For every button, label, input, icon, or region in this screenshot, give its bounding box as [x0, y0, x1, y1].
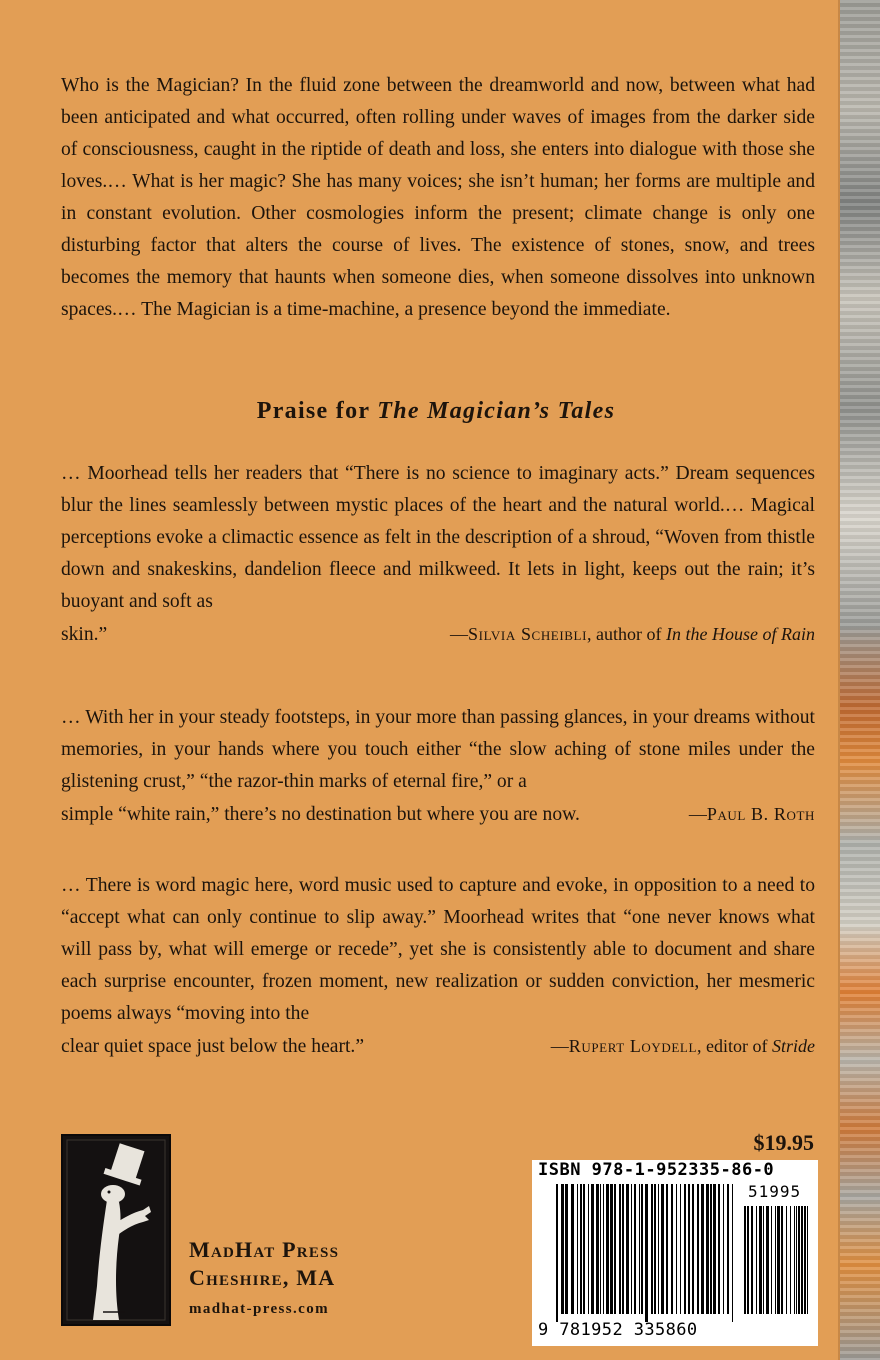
spine-artwork-strip	[840, 0, 880, 1360]
barcode-bar	[751, 1206, 753, 1314]
quote-last-line	[61, 618, 815, 651]
publisher-url: madhat-press.com	[189, 1301, 330, 1317]
barcode-bar	[583, 1184, 585, 1314]
barcode-bar	[786, 1206, 787, 1314]
review-quote-scheibli	[61, 458, 815, 651]
publisher-name: MadHat Press	[189, 1237, 340, 1262]
barcode-bar	[626, 1184, 629, 1314]
ean-digits: 9 781952 335860	[538, 1320, 698, 1340]
barcode-bar	[588, 1184, 589, 1314]
barcode-bar	[591, 1184, 594, 1314]
barcode-bar	[634, 1184, 636, 1314]
barcode-bar	[781, 1206, 783, 1314]
barcode-bar	[713, 1184, 716, 1314]
book-description: Who is the Magician? In the fluid zone between the dreamworld and now, between what had been anticipated and what occurred, often rolling under waves of images from the darker side of consciousness, caught in the riptide of death and loss, she enters into dialogue with those she loves.… What is her magic? She has many voices; she isn’t human; her forms are multiple and in constant evolution. Other cosmologies inform the present; climate change is only one disturbing factor that alters the course of lives. The existence of stones, snow, and trees becomes the memory that haunts when someone dies, when someone dissolves into unknown spaces.… The Magician is a time-machine, a presence beyond the immediate.	[61, 75, 815, 320]
barcode-bar	[571, 1184, 574, 1314]
attribution-name: Paul B. Roth	[706, 804, 815, 824]
barcode-bar	[666, 1184, 668, 1314]
barcode-bar	[603, 1184, 604, 1314]
barcode-bar	[777, 1206, 780, 1314]
barcode-bar	[688, 1184, 690, 1314]
barcode-bar	[744, 1206, 746, 1314]
attribution-name: Rupert Loydell	[568, 1036, 698, 1056]
barcode-bar	[747, 1206, 749, 1314]
isbn-label: ISBN 978-1-952335-86-0	[538, 1160, 775, 1180]
barcode-bar	[577, 1184, 578, 1314]
barcode-bar	[556, 1184, 558, 1322]
barcode-bar	[619, 1184, 621, 1314]
attribution-work: Stride	[772, 1036, 815, 1056]
barcode-bar	[610, 1184, 613, 1314]
barcode-bar	[794, 1206, 795, 1314]
barcode-bar	[561, 1184, 564, 1314]
quote-last-line	[61, 798, 815, 831]
barcode-bar	[651, 1184, 653, 1314]
attribution-dash: —	[550, 1036, 569, 1056]
attribution-role: , author of	[587, 624, 667, 644]
barcode-bar	[614, 1184, 616, 1314]
barcode-bar	[771, 1206, 772, 1314]
barcode-bar	[710, 1184, 712, 1314]
barcode-bar	[631, 1184, 632, 1314]
barcode-bar	[718, 1184, 720, 1314]
attribution-name: Silvia Scheibli	[468, 624, 588, 644]
barcode-bar	[661, 1184, 664, 1314]
attribution-role: , editor of	[697, 1036, 772, 1056]
barcode-bar	[684, 1184, 686, 1314]
barcode-bar	[654, 1184, 656, 1314]
price-label: $19.95	[753, 1130, 814, 1155]
ean-barcode-bars	[556, 1184, 734, 1322]
barcode-bar	[807, 1206, 808, 1314]
barcode-bar	[622, 1184, 624, 1314]
praise-heading	[0, 398, 872, 425]
barcode-bar	[658, 1184, 659, 1314]
praise-heading-prefix: Praise for	[256, 398, 370, 424]
attribution-dash: —	[688, 804, 707, 824]
barcode-bar	[692, 1184, 694, 1314]
barcode-bar	[676, 1184, 677, 1314]
barcode-bar	[796, 1206, 797, 1314]
barcode-bar	[759, 1206, 762, 1314]
barcode-bar	[763, 1206, 764, 1314]
barcode-bar	[766, 1206, 769, 1314]
barcode-bar	[671, 1184, 673, 1314]
quote-attribution	[689, 798, 815, 830]
review-quote-roth	[61, 702, 815, 831]
barcode-bar	[701, 1184, 704, 1314]
barcode-addon-number: 51995	[748, 1182, 802, 1201]
quote-last-line-text: skin.”	[61, 624, 108, 645]
barcode-bar	[565, 1184, 568, 1314]
barcode-bar	[641, 1184, 643, 1314]
publisher-info	[189, 1236, 339, 1322]
quote-attribution	[450, 618, 815, 650]
addon-barcode-bars	[744, 1206, 810, 1322]
barcode-bar	[706, 1184, 709, 1314]
attribution-work: In the House of Rain	[666, 624, 815, 644]
attribution-dash: —	[450, 624, 469, 644]
barcode-bar	[596, 1184, 599, 1314]
spine-edge-line	[838, 0, 840, 1360]
barcode-bar	[804, 1206, 806, 1314]
praise-heading-title: The Magician’s Tales	[377, 398, 616, 424]
quote-text: … There is word magic here, word music used to capture and evoke, in opposition to a need to “accept what can only continue to slip away.” Moorhead writes that “one never knows what will pass by, what will emerge or recede”, yet she is consistently able to document and share each surprise encounter, frozen moment, new realization or sudden conviction, her mesmeric poems always “moving into the	[61, 875, 815, 1024]
barcode-bar	[732, 1184, 733, 1322]
barcode-bar	[697, 1184, 699, 1314]
mad-hatter-figure-icon	[63, 1136, 169, 1324]
quote-text: … With her in your steady footsteps, in your more than passing glances, in your dreams without memories, in your hands where you touch either “the slow aching of stone miles under the glistening crust,” “the razor-thin marks of eternal fire,” or a	[61, 707, 815, 792]
madhat-logo-icon	[61, 1134, 171, 1326]
quote-attribution	[551, 1030, 815, 1062]
quote-last-line-text: simple “white rain,” there’s no destination but where you are now.	[61, 804, 580, 825]
barcode-bar	[600, 1184, 601, 1314]
barcode-bar	[645, 1184, 648, 1322]
barcode-bar	[580, 1184, 582, 1314]
review-quote-loydell	[61, 870, 815, 1063]
barcode	[532, 1160, 818, 1346]
quote-text: … Moorhead tells her readers that “There is no science to imaginary acts.” Dream sequences blur the lines seamlessly between mystic places of the heart and the natural world.… Magical perceptions evoke a climactic essence as felt in the description of a shroud, “Woven from thistle down and snakeskins, dandelion fleece and milkweed. It lets in light, keeps out the rain; it’s buoyant and soft as	[61, 463, 815, 612]
barcode-bar	[756, 1206, 757, 1314]
barcode-bar	[723, 1184, 724, 1314]
barcode-bar	[801, 1206, 803, 1314]
barcode-bar	[606, 1184, 609, 1314]
barcode-bar	[790, 1206, 791, 1314]
barcode-bar	[775, 1206, 776, 1314]
barcode-bar	[798, 1206, 800, 1314]
barcode-bar	[639, 1184, 640, 1314]
barcode-bar	[727, 1184, 729, 1314]
publisher-city: Cheshire, MA	[189, 1265, 336, 1290]
quote-last-line	[61, 1030, 815, 1063]
barcode-bar	[680, 1184, 681, 1314]
quote-last-line-text: clear quiet space just below the heart.”	[61, 1036, 365, 1057]
